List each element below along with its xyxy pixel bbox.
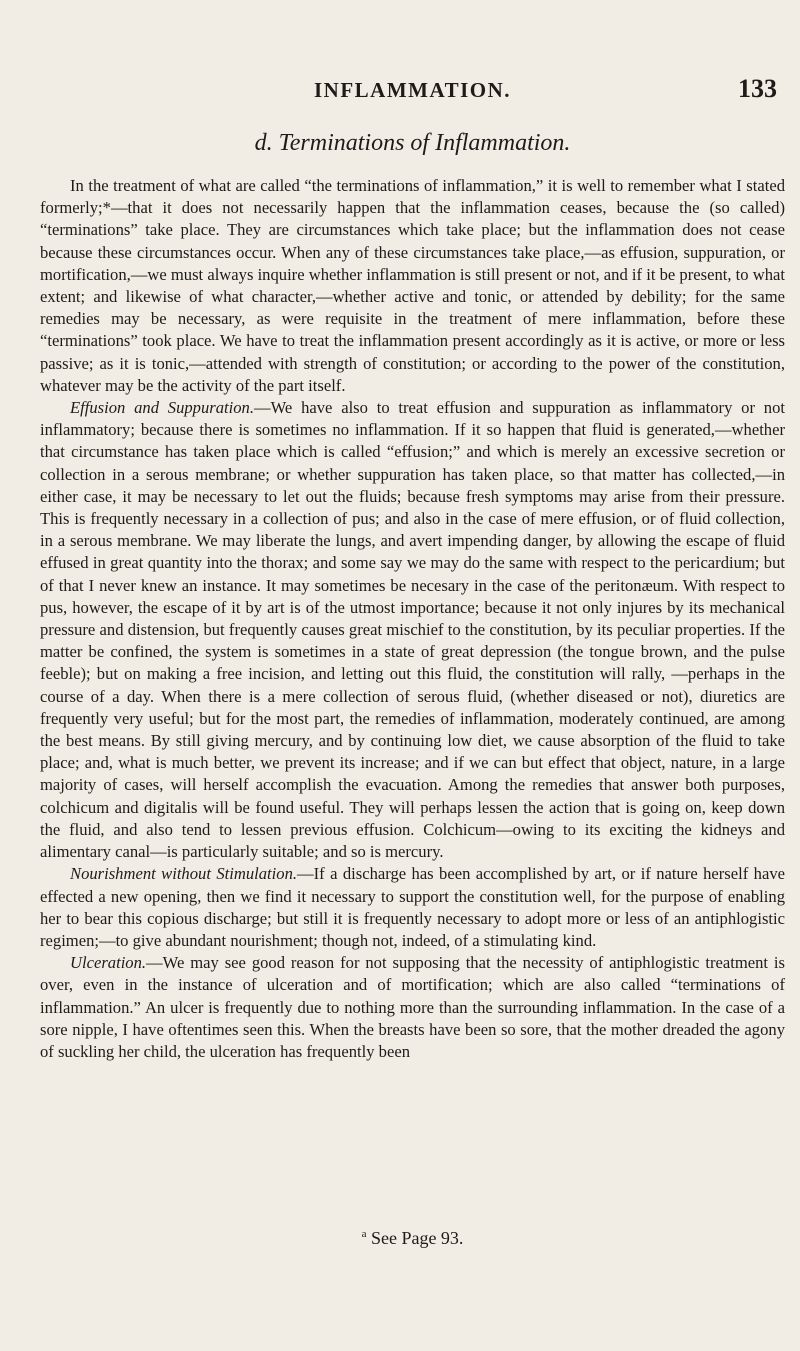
book-page — [40, 70, 785, 1330]
paragraph-nourishment — [40, 863, 785, 952]
paragraph-text: In the treatment of what are called “the terminations of inflammation,” it is well to remember what I stated formerly;*—that it does not necessarily happen that the inflammation ceases, because the (so called) “terminations” take place. They are circumstances which take place; but the inflammation does not cease because these circumstances occur. When any of these circumstances take place,—as effusion, suppuration, or mortification,—we must always inquire whether inflammation is still present or not, and if it be present, to what extent; and likewise of what character,—whether active and tonic, or attended by debility; for the same remedies may be necessary, as were requisite in the treatment of mere inflammation, before these “terminations” took place. We have to treat the inflammation present accordingly as it is active, or more or less passive; as it is tonic,—attended with strength of constitution; or according to the power of the constitution, whatever may be the activity of the part itself. — [40, 176, 785, 395]
paragraph-heading: Ulceration. — [70, 953, 147, 973]
section-title: d. Terminations of Inflammation. — [254, 130, 571, 156]
paragraph-terminations — [40, 175, 785, 397]
paragraph-effusion — [40, 397, 785, 863]
paragraph-heading: Effusion and Suppuration. — [70, 398, 254, 418]
running-head: INFLAMMATION. — [313, 78, 511, 102]
body-text — [40, 175, 785, 1063]
footnote-marker: a — [361, 1228, 367, 1240]
page-number: 133 — [738, 74, 777, 103]
page-header — [40, 70, 785, 110]
paragraph-text: —We have also to treat effusion and suppuration as inflammatory or not inflammatory; because there is sometimes no inflammation. If it so happen that fluid is generated,—whether that circumstance has taken place which is called “effusion;” and which is merely an excessive secretion or collection in a serous membrane; or whether suppuration has taken place, so that matter has collected,—in either case, it may be necessary to let out the fluids; because fresh symptoms may arise from their pressure. This is frequently necessary in a collection of pus; and also in the case of mere effusion, or of fluid collection, in a serous membrane. We may liberate the lungs, and avert impending danger, by allowing the escape of fluid effused in great quantity into the thorax; and some say we may do the same with respect to the pericardium; but of that I never knew an instance. It may sometimes be necesary in the case of the peritonæum. With respect to pus, however, the escape of it by art is of the utmost importance; because it not only injures by its mechanical pressure and distension, but frequently causes great mischief to the constitution, by its peculiar properties. If the matter be confined, the system is sometimes in a state of great depression (the tongue brown, and the pulse feeble); but on making a free incision, and letting out this fluid, the constitution will rally, —perhaps in the course of a day. When there is a mere collection of serous fluid, (whether diseased or not), diuretics are frequently very useful; but for the most part, the remedies of inflammation, moderately continued, are among the best means. By still giving mercury, and by continuing low diet, we cause absorption of the fluid to take place; and, what is much better, we prevent its increase; and if we can but effect that object, nature, in a large majority of cases, will herself accomplish the evacuation. Among the remedies that answer both purposes, colchicum and digitalis will be found useful. They will perhaps lessen the action that is going on, keep down the fluid, and also tend to lessen previous effusion. Colchicum—owing to its exciting the kidneys and alimentary canal—is particularly suitable; and so is mercury. — [40, 398, 785, 862]
paragraph-ulceration — [40, 952, 785, 1063]
paragraph-heading: Nourishment without Stimulation. — [70, 864, 298, 884]
paragraph-text: —We may see good reason for not supposing that the necessity of antiphlogistic treatment is over, even in the instance of ulceration and of mortification; which are also called “terminations of inflammation.” An ulcer is frequently due to nothing more than the surrounding inflammation. In the case of a sore nipple, I have oftentimes seen this. When the breasts have been so sore, that the mother dreaded the agony of suckling her child, the ulceration has frequently been — [40, 953, 785, 1061]
footnote-text: See Page 93. — [370, 1228, 464, 1248]
footnote — [40, 1228, 785, 1249]
paragraph-text: —If a discharge has been accomplished by art, or if nature herself have effected a new opening, then we find it necessary to support the constitution well, for the purpose of enabling her to bear this copious discharge; but still it is frequently necessary to adopt more or less of an antiphlogistic regimen;—to give abundant nourishment; though not, indeed, of a stimulating kind. — [40, 864, 785, 950]
